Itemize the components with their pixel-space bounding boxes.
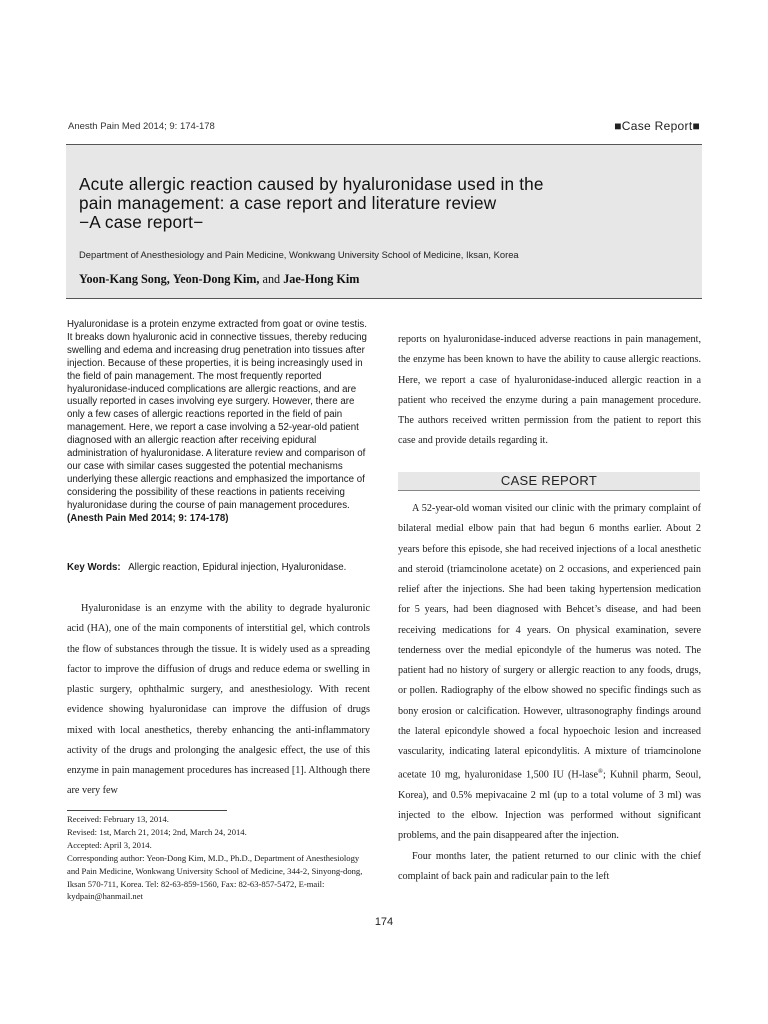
abstract (67, 319, 370, 526)
introduction-continued (398, 330, 701, 452)
affiliation: Department of Anesthesiology and Pain Medicine, Wonkwang University School of Medicine, Iksan, Korea (79, 249, 519, 260)
intro-continued-paragraph: reports on hyaluronidase-induced adverse reactions in pain management, the enzyme has been known to have the ability to cause allergic reactions. Here, we report a case of hyaluronidase-induced allergic reaction in a patient who received the enzyme during a pain management procedure. The authors received written permission from the patient to report this case and provide details regarding it. (398, 334, 701, 447)
footnote-divider (67, 810, 227, 811)
article-type-label: ■Case Report■ (614, 119, 700, 133)
footnote-received: Received: February 13, 2014. (67, 814, 169, 824)
footnotes (67, 813, 370, 903)
author-2: Yeon-Dong Kim, (172, 272, 260, 286)
case-paragraph-1 (398, 499, 701, 847)
page-number: 174 (374, 916, 394, 928)
keywords (67, 562, 370, 573)
author-3: Jae-Hong Kim (283, 272, 360, 286)
footnote-corresponding: Corresponding author: Yeon-Dong Kim, M.D., Ph.D., Department of Anesthesiology and Pain Medicine, Wonkwang University School of Medicine, 344-2, Sinyong-dong, Iksan 570-711, Korea. Tel: 82-63-859-1560, Fax: 82-63-857-5472, E-mail: kydpain@hanmail.net (67, 852, 363, 902)
abstract-citation: (Anesth Pain Med 2014; 9: 174-178) (67, 512, 229, 524)
author-conjunction: and (262, 272, 281, 286)
footnote-accepted: Accepted: April 3, 2014. (67, 839, 152, 850)
case-p1-text-a: A 52-year-old woman visited our clinic with the primary complaint of bilateral medial elbow pain that had begun 6 months earlier. About 2 years before this episode, she had received injections of a local anesthetic and steroid (triamcinolone acetate) on 2 occasions, and experienced pain relief after the injections. She had been taking hypertension medication for 5 years, had been diagnosed with Behcet’s disease, and had been receiving medications for 4 years. On physical examination, severe tenderness over the medial epicondyle of the humerus was noted. The patient had no history of surgery or allergic reaction to any foods, drugs, or pollen. Radiography of the elbow showed no specific findings such as bony erosion or calcification. However, ultrasonography findings around the lateral epicondyle showed a focal hypoechoic lesion and increased vascularity, indicating lateral epicondylitis. A mixture of triamcinolone acetate 10 mg, hyaluronidase 1,500 IU (H-lase (398, 503, 701, 781)
title-block (66, 144, 702, 299)
intro-paragraph: Hyaluronidase is an enzyme with the ability to degrade hyaluronic acid (HA), one of the main components of interstitial gel, which controls the flow of substances through the tissue. It is widely used as a spreading factor to improve the diffusion of drugs and reduce edema or swelling in plastic surgery, ophthalmic surgery, and anesthesiology. With recent evidence showing hyaluronidase can improve the diffusion of drugs mixed with local anesthetics, thereby enhancing the anti-inflammatory activity of the drugs and prolonging the analgesic effect, the use of this enzyme in pain management procedures has increased [1]. Although there are very few (67, 603, 370, 797)
author-list (79, 272, 689, 287)
introduction (67, 599, 370, 802)
case-report-heading: CASE REPORT (398, 472, 700, 491)
case-p1-text-b: ; Kuhnil pharm, Seoul, Korea), and 0.5% mepivacaine 2 ml (up to a total volume of 3 ml) was injected to the elbow. Injection was performed without significant problems, and the pain disappeared after the injection. (398, 769, 701, 842)
case-report-body (398, 499, 701, 887)
journal-citation: Anesth Pain Med 2014; 9: 174-178 (68, 121, 215, 132)
abstract-text: Hyaluronidase is a protein enzyme extracted from goat or ovine testis. It breaks down hyaluronic acid in connective tissues, thereby reducing swelling and edema and increasing drug penetration into tissues after injection. Because of these properties, it is being increasingly used in the field of pain management. The most frequently reported hyaluronidase-induced complications are allergic reactions, and are usually reported in cases involving eye surgery. However, there are only a few cases of allergic reactions reported in the field of pain management. Here, we report a case involving a 52-year-old patient diagnosed with an allergic reaction after receiving epidural administration of hyaluronidase. A literature review and comparison of our case with similar cases suggested the potential mechanisms underlying these allergic reactions and emphasized the importance of considering the possibility of these reactions in patients receiving hyaluronidase during the course of pain management procedures. (67, 319, 367, 511)
registered-mark: ® (598, 768, 603, 776)
case-paragraph-2: Four months later, the patient returned to our clinic with the chief complaint of back pain and radicular pain to the left (398, 850, 701, 882)
article-title (79, 175, 689, 232)
keywords-label: Key Words: (67, 562, 121, 573)
title-line-3: −A case report− (79, 212, 204, 232)
footnote-revised: Revised: 1st, March 21, 2014; 2nd, March 24, 2014. (67, 826, 247, 837)
keywords-value: Allergic reaction, Epidural injection, Hyaluronidase. (128, 562, 347, 573)
author-1: Yoon-Kang Song, (79, 272, 170, 286)
title-line-1: Acute allergic reaction caused by hyaluronidase used in the (79, 174, 544, 194)
title-line-2: pain management: a case report and literature review (79, 193, 497, 213)
